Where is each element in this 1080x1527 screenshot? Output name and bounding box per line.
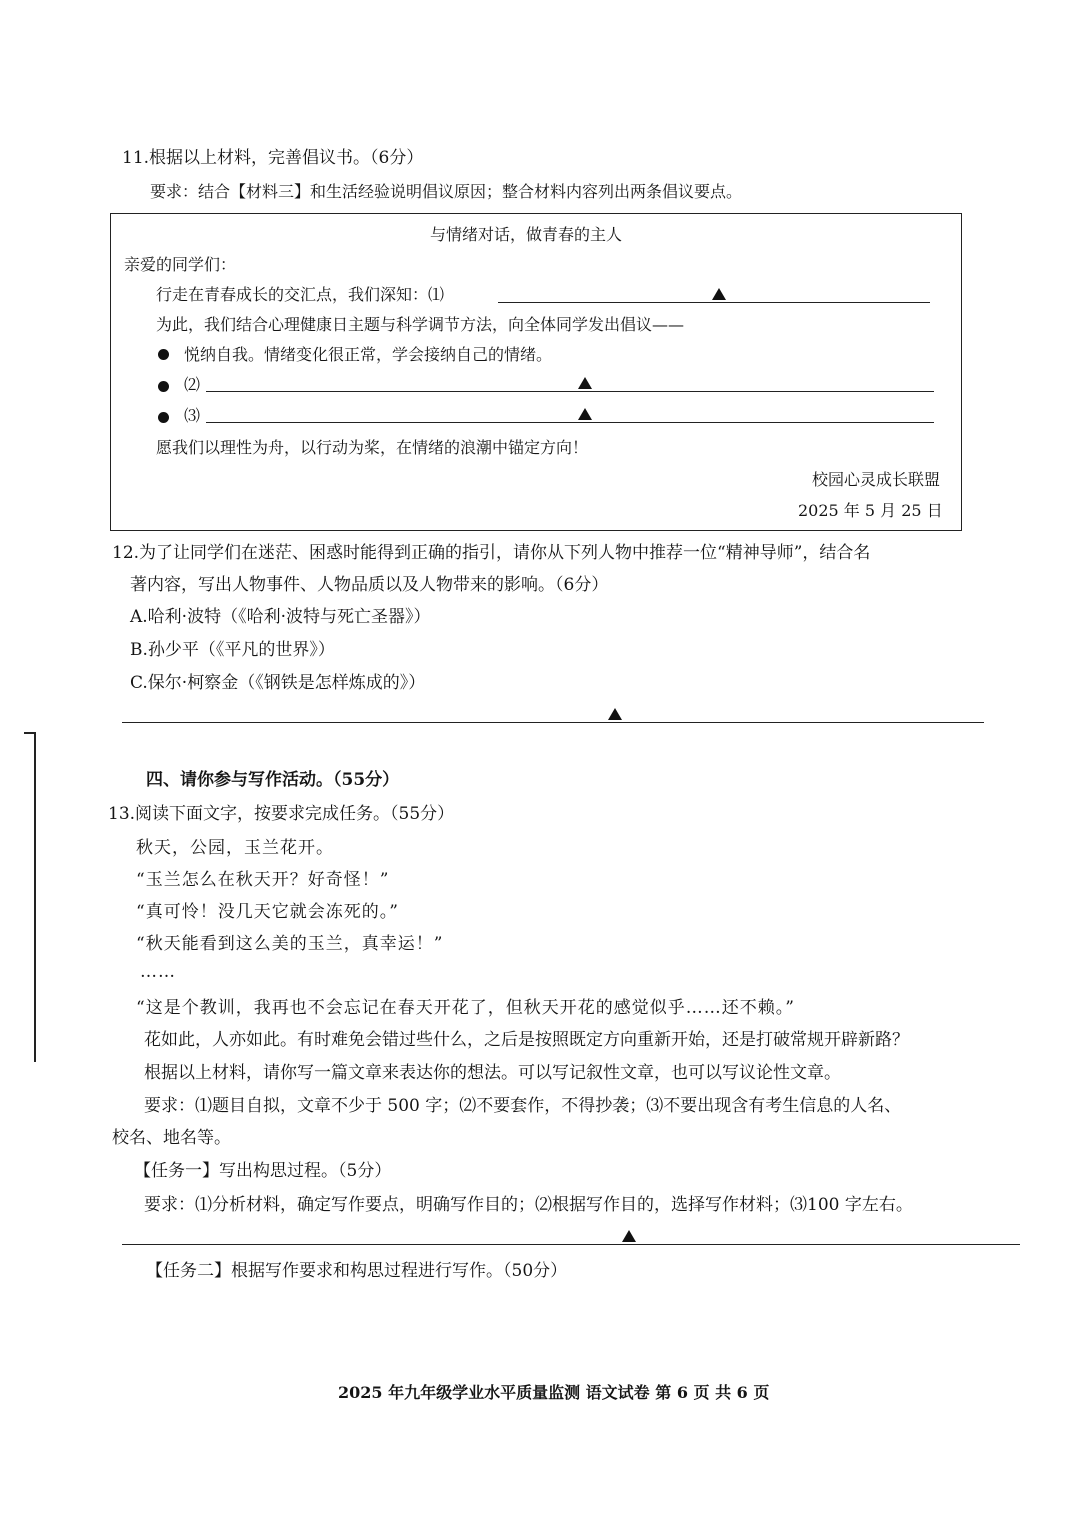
q12-option-b: B.孙少平（《平凡的世界》） [130,640,335,660]
bullet-dot-2 [158,381,169,392]
q13-requirements-line1: 要求：⑴题目自拟，文章不少于 500 字；⑵不要套作，不得抄袭；⑶不要出现含有考生信息的人名、 [144,1096,902,1116]
q13-para6: “这是个教训，我再也不会忘记在春天开花了，但秋天开花的感觉似乎……还不赖。” [136,998,795,1018]
page-footer: 2025 年九年级学业水平质量监测 语文试卷 第 6 页 共 6 页 [338,1383,770,1402]
answer-marker-1 [712,288,726,300]
task1-answer-marker [622,1230,636,1242]
letter-signature: 校园心灵成长联盟 [812,470,941,489]
q11-requirement: 要求：结合【材料三】和生活经验说明倡议原因；整合材料内容列出两条倡议要点。 [150,182,743,201]
q13-title: 13.阅读下面文字，按要求完成任务。（55分） [108,804,455,824]
task2-title: 【任务二】根据写作要求和构思过程进行写作。（50分） [146,1261,568,1281]
binding-margin-tick [24,732,36,734]
q12-option-c: C.保尔·柯察金（《钢铁是怎样炼成的》） [130,673,426,693]
letter-date: 2025 年 5 月 25 日 [798,501,943,520]
q12-answer-line[interactable] [122,722,984,723]
letter-line2: 为此，我们结合心理健康日主题与科学调节方法，向全体同学发出倡议—— [156,315,685,334]
q12-answer-marker [608,708,622,720]
task1-title: 【任务一】写出构思过程。（5分） [134,1161,392,1181]
q12-line2: 著内容，写出人物事件、人物品质以及人物带来的影响。（6分） [130,575,609,595]
bullet-dot-1 [158,349,169,360]
q13-requirements-line2: 校名、地名等。 [112,1128,231,1148]
q13-para7: 花如此，人亦如此。有时难免会错过些什么，之后是按照既定方向重新开始，还是打破常规开辟新路？ [144,1030,909,1050]
q13-para8: 根据以上材料，请你写一篇文章来表达你的想法。可以写记叙性文章，也可以写议论性文章。 [144,1063,841,1083]
letter-heading: 与情绪对话，做青春的主人 [430,225,623,244]
section4-title: 四、请你参与写作活动。（55分） [146,770,400,790]
bullet-dot-3 [158,412,169,423]
q13-para3: “真可怜！没几天它就会冻死的。” [136,902,399,922]
task1-answer-line[interactable] [122,1244,1020,1245]
q13-para1: 秋天，公园，玉兰花开。 [136,838,334,858]
q12-line1: 12.为了让同学们在迷茫、困惑时能得到正确的指引，请你从下列人物中推荐一位“精神导师”，结合名 [112,543,871,563]
answer-marker-2 [578,377,592,389]
answer-blank-1[interactable] [498,302,930,303]
q13-ellipsis: …… [140,962,176,982]
answer-blank-3[interactable] [206,422,934,423]
letter-bullet2: ⑵ [184,375,201,394]
task1-requirement: 要求：⑴分析材料，确定写作要点，明确写作目的；⑵根据写作目的，选择写作材料；⑶100 字左右。 [144,1195,913,1215]
answer-blank-2[interactable] [206,391,934,392]
letter-closing: 愿我们以理性为舟，以行动为桨，在情绪的浪潮中锚定方向！ [156,438,589,457]
answer-marker-3 [578,408,592,420]
q11-title: 11.根据以上材料，完善倡议书。（6分） [122,148,424,168]
letter-bullet3: ⑶ [184,406,201,425]
q12-option-a: A.哈利·波特（《哈利·波特与死亡圣器》） [130,607,431,627]
q13-para2: “玉兰怎么在秋天开？好奇怪！” [136,870,390,890]
letter-bullet1: 悦纳自我。情绪变化很正常，学会接纳自己的情绪。 [184,345,553,364]
binding-margin-line [34,732,36,1062]
q13-para4: “秋天能看到这么美的玉兰，真幸运！” [136,934,444,954]
letter-line1: 行走在青春成长的交汇点，我们深知：⑴ [156,285,445,304]
letter-greeting: 亲爱的同学们： [124,255,237,274]
